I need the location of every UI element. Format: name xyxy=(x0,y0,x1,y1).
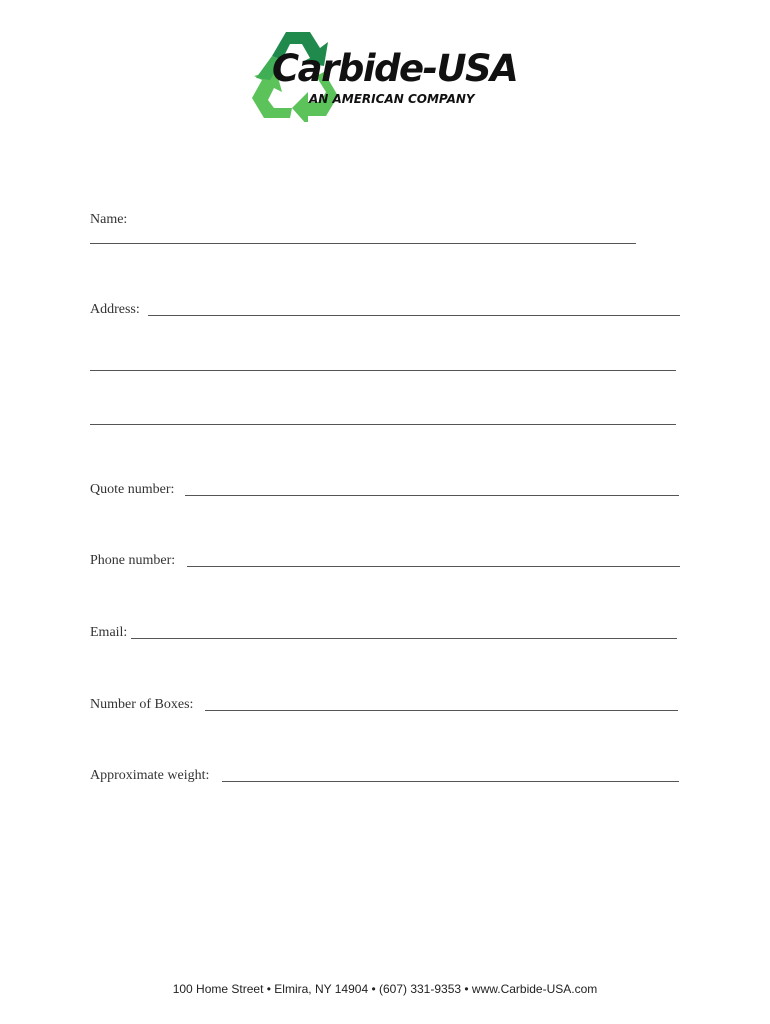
phone-number-field[interactable] xyxy=(187,566,680,567)
logo-tagline: AN AMERICAN COMPANY xyxy=(309,92,475,106)
quote-number-label: Quote number: xyxy=(90,482,175,497)
name-label: Name: xyxy=(90,212,128,227)
number-of-boxes-label: Number of Boxes: xyxy=(90,697,194,712)
email-label: Email: xyxy=(90,625,128,640)
approximate-weight-field[interactable] xyxy=(222,781,679,782)
quote-number-field[interactable] xyxy=(185,495,679,496)
address-field-line-2[interactable] xyxy=(90,370,676,371)
approximate-weight-label: Approximate weight: xyxy=(90,768,210,783)
logo-wordmark: Carbide-USA xyxy=(272,47,518,90)
address-field-line-3[interactable] xyxy=(90,424,676,425)
name-field[interactable] xyxy=(90,243,636,244)
address-label: Address: xyxy=(90,302,140,317)
footer-contact: 100 Home Street • Elmira, NY 14904 • (607) 331-9353 • www.Carbide-USA.com xyxy=(172,982,598,996)
carbide-usa-logo xyxy=(250,26,520,122)
phone-number-label: Phone number: xyxy=(90,553,176,568)
number-of-boxes-field[interactable] xyxy=(205,710,678,711)
address-field-line-1[interactable] xyxy=(148,315,680,316)
email-field[interactable] xyxy=(131,638,677,639)
